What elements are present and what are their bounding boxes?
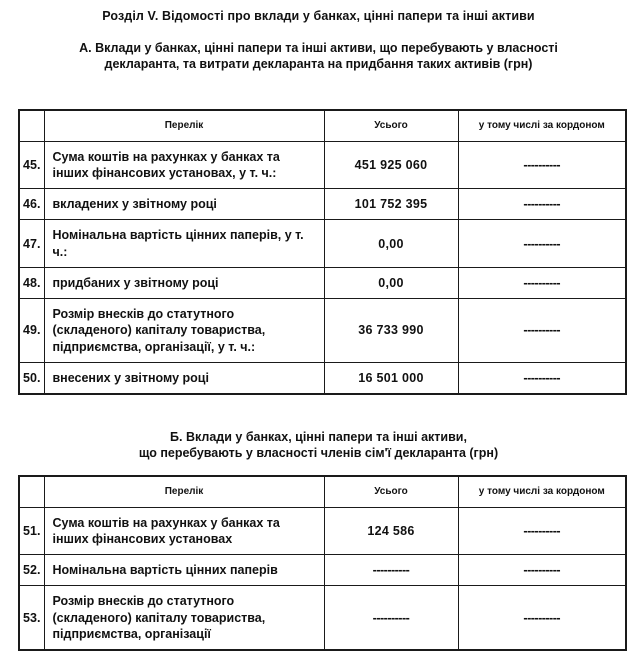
header-total: Усього	[324, 110, 458, 142]
row-label: внесених у звітному році	[44, 362, 324, 394]
row-abroad: ----------	[458, 141, 626, 189]
header-abroad: у тому числі за кордоном	[458, 110, 626, 142]
row-label: Розмір внесків до статутного (складеного) капіталу товариства, підприємства, організації, у т. ч.:	[44, 299, 324, 363]
row-total: ----------	[324, 555, 458, 586]
row-abroad: ----------	[458, 507, 626, 555]
table-row	[19, 189, 626, 220]
row-number: 51.	[19, 507, 44, 555]
row-abroad: ----------	[458, 586, 626, 650]
row-abroad: ----------	[458, 555, 626, 586]
page-title: Розділ V. Відомості про вклади у банках, цінні папери та інші активи	[0, 9, 637, 23]
row-total: 124 586	[324, 507, 458, 555]
section-b-table	[18, 475, 627, 651]
section-b-heading	[0, 429, 637, 462]
row-total: 451 925 060	[324, 141, 458, 189]
row-total: 16 501 000	[324, 362, 458, 394]
row-number: 47.	[19, 220, 44, 268]
header-total: Усього	[324, 476, 458, 508]
section-a-heading-line2: декларанта, та витрати декларанта на придбання таких активів (грн)	[0, 56, 637, 72]
row-total: 0,00	[324, 267, 458, 298]
row-abroad: ----------	[458, 299, 626, 363]
row-label: Розмір внесків до статутного (складеного) капіталу товариства, підприємства, організації	[44, 586, 324, 650]
table-row	[19, 299, 626, 363]
section-a-table	[18, 109, 627, 396]
row-number: 45.	[19, 141, 44, 189]
row-label: Сума коштів на рахунках у банках та інших фінансових установах	[44, 507, 324, 555]
header-list: Перелік	[44, 110, 324, 142]
row-total: 36 733 990	[324, 299, 458, 363]
row-abroad: ----------	[458, 267, 626, 298]
header-num-cell	[19, 110, 44, 142]
row-label: Номінальна вартість цінних паперів, у т. ч.:	[44, 220, 324, 268]
declaration-page	[0, 9, 637, 585]
header-abroad: у тому числі за кордоном	[458, 476, 626, 508]
row-number: 49.	[19, 299, 44, 363]
row-total: 101 752 395	[324, 189, 458, 220]
row-label: Номінальна вартість цінних паперів	[44, 555, 324, 586]
row-number: 53.	[19, 586, 44, 650]
table-row	[19, 362, 626, 394]
row-number: 50.	[19, 362, 44, 394]
row-label: вкладених у звітному році	[44, 189, 324, 220]
header-list: Перелік	[44, 476, 324, 508]
table-row	[19, 586, 626, 650]
section-b-heading-line2: що перебувають у власності членів сім'ї декларанта (грн)	[0, 445, 637, 461]
row-number: 46.	[19, 189, 44, 220]
section-b-heading-line1: Б. Вклади у банках, цінні папери та інші активи,	[0, 429, 637, 445]
table-header-row	[19, 110, 626, 142]
row-abroad: ----------	[458, 220, 626, 268]
header-num-cell	[19, 476, 44, 508]
section-a-heading	[0, 40, 637, 73]
row-number: 48.	[19, 267, 44, 298]
row-total: ----------	[324, 586, 458, 650]
row-label: Сума коштів на рахунках у банках та інших фінансових установах, у т. ч.:	[44, 141, 324, 189]
row-number: 52.	[19, 555, 44, 586]
table-row	[19, 555, 626, 586]
table-row	[19, 267, 626, 298]
table-row	[19, 220, 626, 268]
table-row	[19, 507, 626, 555]
table-header-row	[19, 476, 626, 508]
row-label: придбаних у звітному році	[44, 267, 324, 298]
row-abroad: ----------	[458, 189, 626, 220]
section-a-heading-line1: А. Вклади у банках, цінні папери та інші активи, що перебувають у власності	[0, 40, 637, 56]
row-abroad: ----------	[458, 362, 626, 394]
row-total: 0,00	[324, 220, 458, 268]
table-row	[19, 141, 626, 189]
